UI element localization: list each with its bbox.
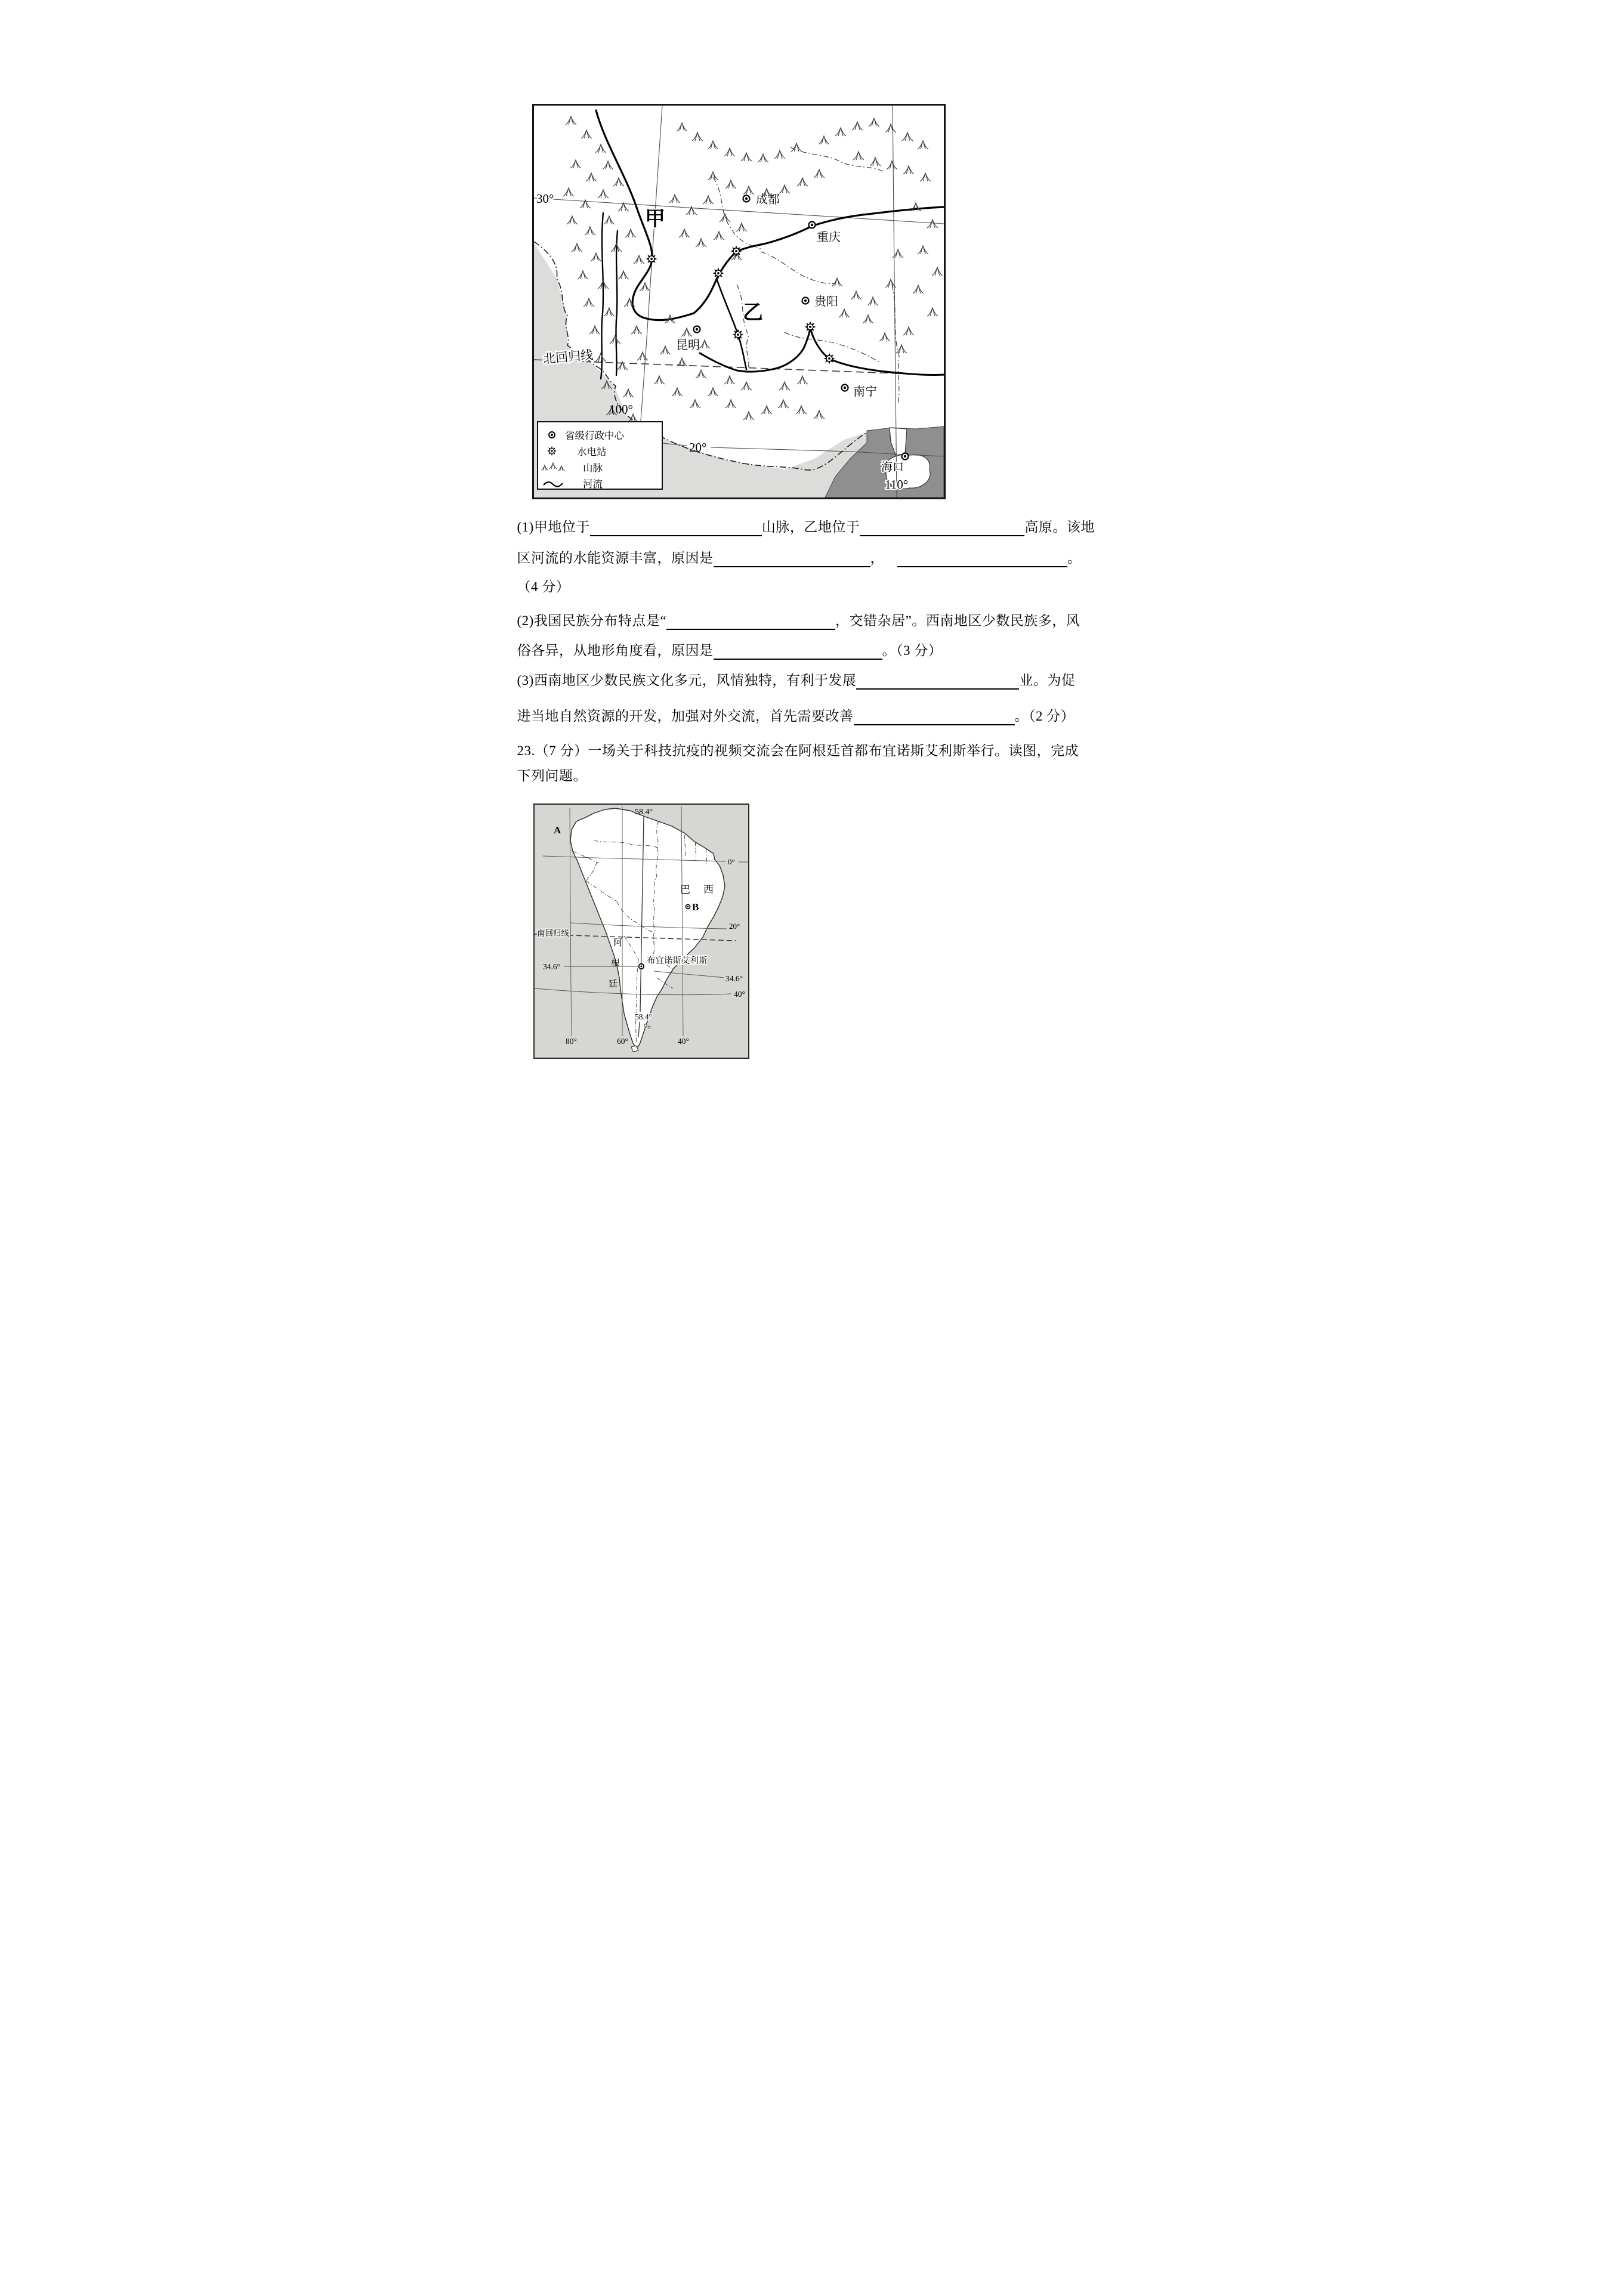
- text-segment: （4 分）: [517, 579, 570, 594]
- text-segment: 23.（7 分）一场关于科技抗疫的视频交流会在阿根廷首都布宜诺斯艾利斯举行。读图，完成: [517, 743, 1079, 758]
- answer-blank: [897, 552, 1067, 567]
- label-argentina-3: 廷: [608, 979, 618, 989]
- label-tropic-capricorn: 南回归线: [536, 929, 569, 938]
- text-segment: 。（2 分）: [1014, 709, 1075, 724]
- label-equator: 0°: [727, 857, 735, 866]
- question-line-5: [517, 642, 1162, 660]
- question-line-7: [517, 707, 1162, 725]
- legend-hydropower-label: 水电站: [576, 446, 606, 458]
- question-line-6: [517, 672, 1162, 690]
- question-line-4: [517, 612, 1162, 630]
- label-lat20: 20°: [688, 440, 706, 455]
- label-lon60: 60°: [616, 1037, 628, 1046]
- answer-blank: [590, 521, 762, 536]
- answer-blank: [666, 614, 835, 630]
- south-america-map: [533, 804, 749, 1059]
- label-buenos-aires: 布宜诺斯艾利斯: [646, 956, 707, 966]
- text-segment: 山脉，乙地位于: [761, 520, 860, 534]
- question-line-9: [517, 767, 1162, 785]
- label-haikou: 海口: [881, 461, 904, 474]
- label-region-yi: 乙: [742, 302, 763, 324]
- label-lat346-left: 34.6°: [542, 962, 560, 971]
- label-nanning: 南宁: [853, 385, 877, 398]
- text-segment: 区河流的水能资源丰富，原因是: [517, 551, 714, 565]
- south-america-map-canvas: [535, 805, 748, 1058]
- text-segment: ，: [870, 551, 884, 565]
- answer-blank: [854, 710, 1015, 725]
- text-gap: [884, 548, 897, 563]
- label-lat30: 30°: [536, 191, 554, 206]
- label-meridian-bottom: 58.4°: [634, 1012, 652, 1021]
- answer-blank: [714, 644, 882, 660]
- text-segment: 下列问题。: [517, 768, 587, 783]
- label-argentina-1: 阿: [613, 938, 622, 948]
- label-lon80: 80°: [565, 1037, 577, 1046]
- label-lat40s: 40°: [733, 990, 745, 999]
- label-lat346-right: 34.6°: [725, 974, 743, 983]
- label-brazil: 巴西: [680, 884, 727, 895]
- text-segment: 。（3 分）: [882, 643, 943, 658]
- question-line-1: [517, 518, 1162, 536]
- label-lon40: 40°: [677, 1037, 689, 1046]
- label-point-b: B: [691, 901, 699, 913]
- text-segment: 业。为促: [1019, 673, 1076, 688]
- legend-provincial-center-label: 省级行政中心: [564, 430, 624, 441]
- question-line-2: [517, 548, 1162, 567]
- legend-river-label: 河流: [582, 478, 603, 490]
- exam-page: [406, 0, 1218, 1148]
- label-lon110: 110°: [884, 477, 908, 492]
- label-kunming: 昆明: [675, 339, 700, 352]
- question-line-3: [517, 578, 1162, 596]
- legend-mountains-label: 山脉: [582, 462, 603, 474]
- label-point-a: A: [553, 824, 561, 836]
- text-segment: ，交错杂居”。西南地区少数民族多，风: [835, 613, 1080, 628]
- text-segment: (2)我国民族分布特点是“: [517, 613, 667, 628]
- label-tropic-cancer: 北回归线: [542, 347, 594, 366]
- text-segment: 高原。该地: [1024, 520, 1095, 534]
- text-segment: 进当地自然资源的开发，加强对外交流，首先需要改善: [517, 709, 854, 724]
- label-region-jia: 甲: [644, 208, 665, 230]
- label-meridian-top: 58.4°: [634, 808, 653, 817]
- label-lat20s: 20°: [728, 922, 740, 931]
- label-argentina-2: 根: [610, 959, 620, 968]
- label-chongqing: 重庆: [816, 231, 841, 244]
- label-guiyang: 贵阳: [814, 295, 838, 308]
- question-text-block: [406, 0, 1218, 1148]
- answer-blank: [714, 552, 870, 567]
- text-segment: 。: [1067, 551, 1082, 565]
- text-segment: (1)甲地位于: [517, 520, 590, 534]
- text-segment: 俗各异，从地形角度看，原因是: [517, 643, 714, 658]
- answer-blank: [860, 521, 1024, 536]
- question-line-8: [517, 742, 1162, 760]
- label-chengdu: 成都: [755, 193, 780, 206]
- answer-blank: [856, 674, 1019, 690]
- text-segment: (3)西南地区少数民族文化多元，风情独特，有利于发展: [517, 673, 857, 688]
- label-lon100: 100°: [609, 402, 633, 416]
